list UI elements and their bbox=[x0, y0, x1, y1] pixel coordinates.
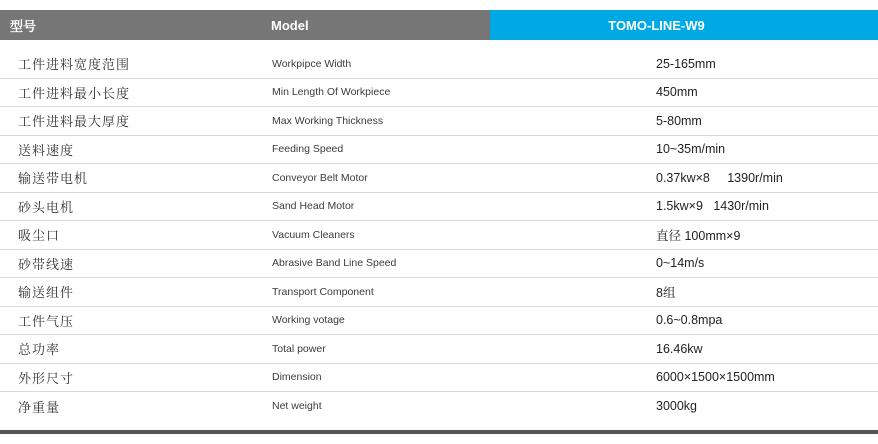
param-name-en: Total power bbox=[272, 342, 326, 355]
table-row bbox=[0, 278, 878, 307]
param-value: 10~35m/min bbox=[656, 142, 726, 157]
param-name-en: Vacuum Cleaners bbox=[272, 228, 355, 241]
table-header bbox=[0, 10, 878, 40]
param-name-en: Dimension bbox=[272, 371, 322, 384]
param-name-cn: 砂头电机 bbox=[18, 200, 75, 216]
bottom-divider bbox=[0, 430, 878, 434]
param-value: 8组 bbox=[656, 285, 676, 300]
param-name-en: Feeding Speed bbox=[272, 143, 344, 156]
param-value: 3000kg bbox=[656, 399, 698, 414]
param-value: 1.5kw×9 1430r/min bbox=[656, 199, 769, 214]
param-value: 0.37kw×8 1390r/min bbox=[656, 170, 783, 185]
table-row bbox=[0, 193, 878, 222]
table-row bbox=[0, 364, 878, 393]
param-name-en: Max Working Thickness bbox=[272, 114, 384, 127]
param-name-cn: 工件进料最大厚度 bbox=[18, 115, 131, 131]
param-name-cn: 输送带电机 bbox=[18, 172, 89, 188]
param-name-cn: 砂带线速 bbox=[18, 257, 75, 273]
param-name-en: Conveyor Belt Motor bbox=[272, 171, 368, 184]
header-product-name: TOMO-LINE-W9 bbox=[490, 10, 878, 40]
table-row bbox=[0, 392, 878, 421]
param-name-cn: 工件气压 bbox=[18, 314, 75, 330]
param-name-en: Working votage bbox=[272, 314, 345, 327]
table-row bbox=[0, 136, 878, 165]
param-name-en: Net weight bbox=[272, 400, 322, 413]
param-value: 25-165mm bbox=[656, 56, 716, 71]
param-name-en: Abrasive Band Line Speed bbox=[272, 257, 397, 270]
param-value: 5-80mm bbox=[656, 113, 702, 128]
table-row bbox=[0, 50, 878, 79]
table-row bbox=[0, 335, 878, 364]
param-name-cn: 吸尘口 bbox=[18, 229, 61, 245]
param-name-en: Min Length Of Workpiece bbox=[272, 86, 391, 99]
param-name-en: Sand Head Motor bbox=[272, 200, 355, 213]
param-name-cn: 送料速度 bbox=[18, 143, 75, 159]
table-row bbox=[0, 164, 878, 193]
table-row bbox=[0, 107, 878, 136]
header-model-cn: 型号 bbox=[0, 10, 263, 40]
table-row bbox=[0, 221, 878, 250]
param-value: 450mm bbox=[656, 85, 698, 100]
param-value: 16.46kw bbox=[656, 341, 703, 356]
param-value: 0.6~0.8mpa bbox=[656, 313, 723, 328]
param-name-cn: 外形尺寸 bbox=[18, 371, 75, 387]
table-row bbox=[0, 79, 878, 108]
param-name-cn: 工件进料宽度范围 bbox=[18, 58, 131, 74]
param-name-cn: 工件进料最小长度 bbox=[18, 86, 131, 102]
param-name-cn: 净重量 bbox=[18, 400, 61, 416]
param-value: 直径 100mm×9 bbox=[656, 228, 741, 243]
table-row bbox=[0, 307, 878, 336]
header-model-en: Model bbox=[263, 10, 490, 40]
param-name-cn: 输送组件 bbox=[18, 286, 75, 302]
param-name-en: Transport Component bbox=[272, 285, 374, 298]
param-name-cn: 总功率 bbox=[18, 343, 61, 359]
param-value: 6000×1500×1500mm bbox=[656, 370, 775, 385]
param-name-en: Workpipce Width bbox=[272, 57, 352, 70]
table-row bbox=[0, 250, 878, 279]
table-body bbox=[0, 50, 878, 421]
param-value: 0~14m/s bbox=[656, 256, 705, 271]
